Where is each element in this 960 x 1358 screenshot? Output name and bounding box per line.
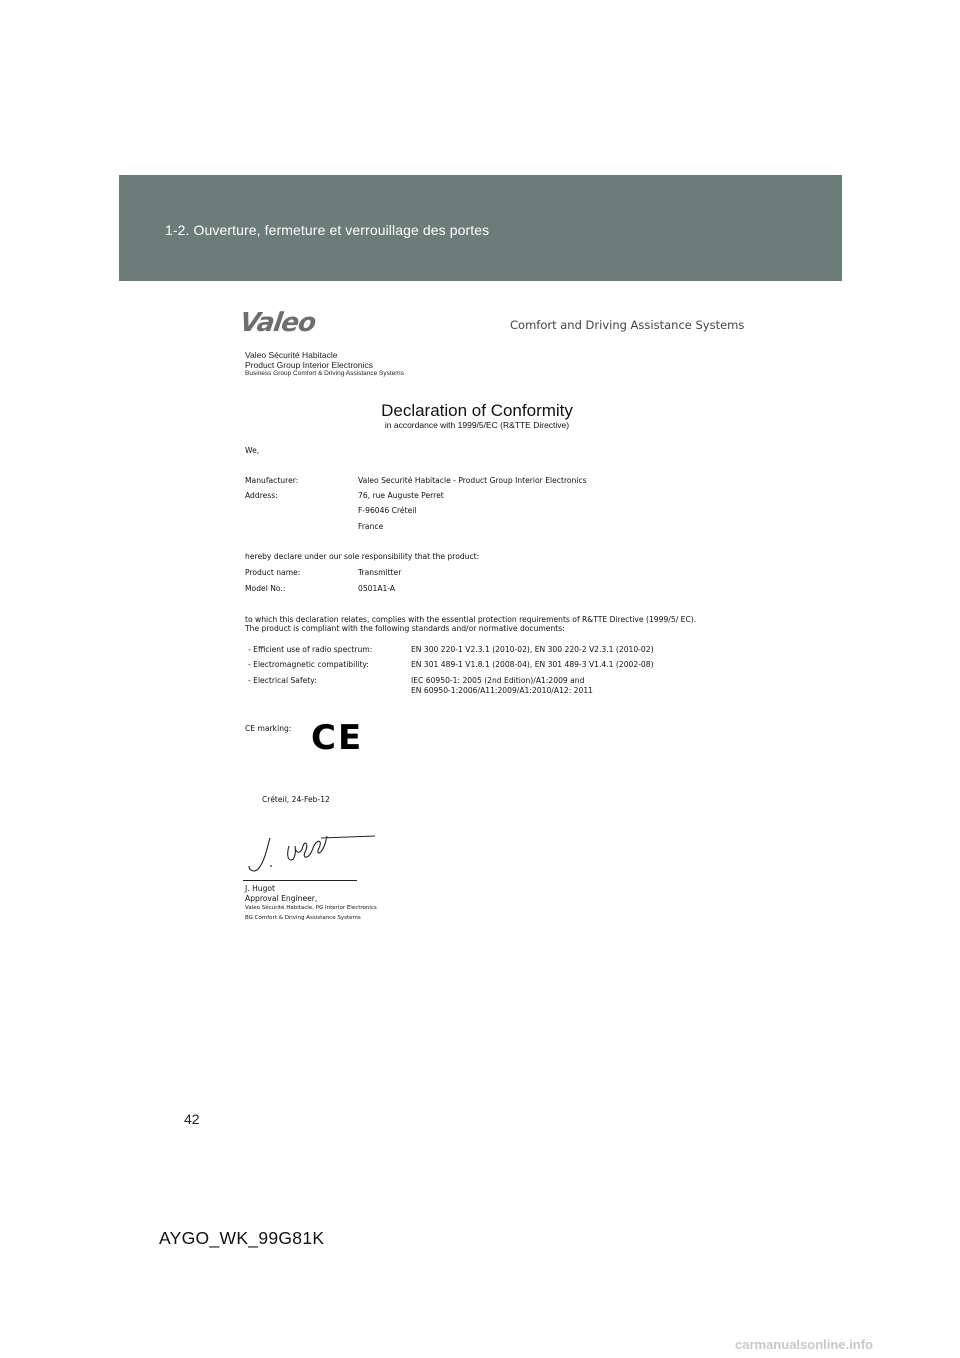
standard-label: - Electromagnetic compatibility: (248, 660, 369, 669)
signature (245, 826, 375, 876)
address-label: Address: (245, 491, 278, 500)
standard-label: - Efficient use of radio spectrum: (248, 645, 373, 654)
address-line: 76, rue Auguste Perret (358, 491, 444, 500)
standard-value-cont: EN 60950-1:2006/A11:2009/A1:2010/A12: 2011 (411, 686, 593, 695)
compliance-text-1: to which this declaration relates, complies with the essential protection requirements of R&TTE Directive (1999/5/ EC). (245, 615, 697, 624)
manufacturer-label: Manufacturer: (245, 476, 299, 485)
hereby-text: hereby declare under our sole responsibility that the product: (245, 552, 480, 561)
product-value: Transmitter (358, 568, 402, 577)
section-title: 1-2. Ouverture, fermeture et verrouillage des portes (165, 222, 490, 238)
we-text: We, (245, 446, 260, 455)
ce-mark-icon: CE (311, 718, 364, 758)
division-name: Comfort and Driving Assistance Systems (510, 318, 745, 332)
standard-value: IEC 60950-1: 2005 (2nd Edition)/A1:2009 and (411, 676, 585, 685)
company-line-2: Product Group Interior Electronics (245, 360, 374, 370)
product-label: Product name: (245, 568, 301, 577)
manufacturer-value: Valeo Securité Habitacle - Product Group Interior Electronics (358, 476, 587, 485)
ce-marking-label: CE marking: (245, 724, 292, 733)
company-line-3: Business Group Comfort & Driving Assistance Systems (245, 370, 404, 377)
declaration-title: Declaration of Conformity (381, 401, 573, 420)
signer-org-2: BG Comfort & Driving Assistance Systems (245, 915, 361, 921)
company-line-1: Valeo Sécurité Habitacle (245, 350, 338, 360)
place-date: Créteil, 24-Feb-12 (262, 795, 330, 804)
declaration-subtitle: in accordance with 1999/5/EC (R&TTE Directive) (384, 420, 570, 430)
signer-name: J. Hugot (245, 884, 276, 893)
address-line: F-96046 Créteil (358, 506, 417, 515)
model-value: 0501A1-A (358, 584, 396, 593)
signer-title: Approval Engineer, (245, 894, 318, 903)
page-number: 42 (184, 1111, 200, 1127)
standard-value: EN 301 489-1 V1.8.1 (2008-04), EN 301 489-3 V1.4.1 (2002-08) (411, 660, 654, 669)
address-line: France (358, 522, 384, 531)
model-label: Model No.: (245, 584, 286, 593)
compliance-text-2: The product is compliant with the following standards and/or normative documents: (245, 624, 565, 633)
signer-org-1: Valeo Sécurité Habitacle, PG Interior Electronics (245, 905, 377, 911)
standard-value: EN 300 220-1 V2.3.1 (2010-02), EN 300 220-2 V2.3.1 (2010-02) (411, 645, 654, 654)
valeo-logo: Valeo (237, 308, 318, 338)
document-code: AYGO_WK_99G81K (159, 1228, 325, 1248)
standard-label: - Electrical Safety: (248, 676, 317, 685)
signature-line (243, 880, 357, 881)
watermark: carmanualsonline.info (735, 1337, 873, 1352)
